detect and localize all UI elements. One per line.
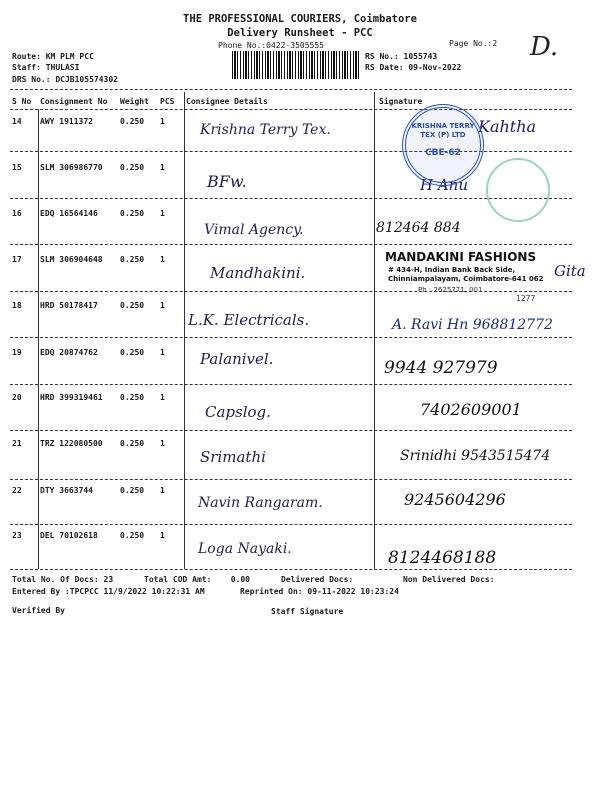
row-pcs: 1 bbox=[160, 301, 165, 310]
row-weight: 0.250 bbox=[120, 163, 145, 172]
col-pcs: PCS bbox=[160, 97, 175, 106]
row-pcs: 1 bbox=[160, 531, 165, 540]
row-sno: 18 bbox=[12, 301, 22, 310]
mandakini-stamp-name: MANDAKINI FASHIONS bbox=[385, 250, 537, 264]
row-consignee: Vimal Agency. bbox=[204, 222, 304, 238]
entered-by: Entered By :TPCPCC 11/9/2022 10:22:31 AM bbox=[12, 587, 205, 596]
row-consignee: Mandhakini. bbox=[210, 264, 306, 282]
row-weight: 0.250 bbox=[120, 348, 145, 357]
total-cod: Total COD Amt: 0.00 bbox=[144, 575, 250, 584]
row-consignment: SLM 306986770 bbox=[40, 163, 103, 172]
page-number: Page No.:2 bbox=[449, 39, 498, 48]
row-signature: Kahtha bbox=[478, 117, 537, 136]
row-weight: 0.250 bbox=[120, 531, 145, 540]
row-sno: 23 bbox=[12, 531, 22, 540]
row-weight: 0.250 bbox=[120, 209, 145, 218]
row-consignment: HRD 399319461 bbox=[40, 393, 103, 402]
document-title: Delivery Runsheet - PCC bbox=[227, 27, 373, 39]
row-signature: H Anu bbox=[420, 176, 469, 194]
row-signature: 8124468188 bbox=[388, 548, 497, 568]
row-sno: 17 bbox=[12, 255, 22, 264]
row-consignee: Loga Nayaki. bbox=[198, 541, 292, 557]
delivered-docs: Delivered Docs: bbox=[281, 575, 354, 584]
row-consignee: Palanivel. bbox=[200, 350, 274, 368]
staff-signature: Staff Signature bbox=[271, 607, 344, 616]
row-weight: 0.250 bbox=[120, 486, 145, 495]
col-consignment: Consignment No bbox=[40, 97, 108, 106]
row-consignee: Srimathi bbox=[200, 448, 266, 466]
rs-number: RS No.: 1055743 bbox=[365, 52, 438, 61]
row-sno: 15 bbox=[12, 163, 22, 172]
row-consignment: TRZ 122080500 bbox=[40, 439, 103, 448]
row-consignee: BFw. bbox=[207, 172, 247, 191]
row-pcs: 1 bbox=[160, 393, 165, 402]
row-consignee: Navin Rangaram. bbox=[198, 495, 323, 511]
row-pcs: 1 bbox=[160, 163, 165, 172]
col-consignee: Consignee Details bbox=[186, 97, 268, 106]
row-sno: 21 bbox=[12, 439, 22, 448]
row-pcs: 1 bbox=[160, 348, 165, 357]
mandakini-stamp-extra: 1277 bbox=[516, 294, 536, 303]
row-consignment: DTY 3663744 bbox=[40, 486, 93, 495]
row-pcs: 1 bbox=[160, 439, 165, 448]
rs-date: RS Date: 09-Nov-2022 bbox=[365, 63, 462, 72]
route: Route: KM PLM PCC bbox=[12, 52, 94, 61]
non-delivered-docs: Non Delivered Docs: bbox=[403, 575, 495, 584]
row-sno: 19 bbox=[12, 348, 22, 357]
row-consignment: AWY 1911372 bbox=[40, 117, 93, 126]
faint-round-stamp bbox=[486, 158, 550, 222]
row-weight: 0.250 bbox=[120, 439, 145, 448]
row-consignee: Krishna Terry Tex. bbox=[200, 122, 331, 138]
row-weight: 0.250 bbox=[120, 301, 145, 310]
row-sno: 22 bbox=[12, 486, 22, 495]
row-consignment: DEL 70102618 bbox=[40, 531, 98, 540]
row-signature: 9944 927979 bbox=[384, 358, 498, 378]
row-weight: 0.250 bbox=[120, 255, 145, 264]
row-sno: 14 bbox=[12, 117, 22, 126]
reprinted-on: Reprinted On: 09-11-2022 10:23:24 bbox=[240, 587, 399, 596]
row-signature: 812464 884 bbox=[376, 220, 461, 236]
row-pcs: 1 bbox=[160, 255, 165, 264]
row-pcs: 1 bbox=[160, 486, 165, 495]
row-consignment: EDQ 20874762 bbox=[40, 348, 98, 357]
col-weight: Weight bbox=[120, 97, 149, 106]
row-consignee: Capslog. bbox=[205, 403, 271, 421]
row-weight: 0.250 bbox=[120, 393, 145, 402]
row-signature: 7402609001 bbox=[420, 400, 522, 419]
staff: Staff: THULASI bbox=[12, 63, 80, 72]
phone-number: Phone No.:0422-3505555 bbox=[218, 41, 324, 50]
row-signature: 9245604296 bbox=[404, 490, 506, 509]
barcode bbox=[232, 51, 360, 79]
corner-mark: D. bbox=[530, 32, 559, 62]
mandakini-stamp-address: # 434-H, Indian Bank Back Side, Chinniampalayam, Coimbatore-641 062 bbox=[388, 266, 544, 283]
col-sno: S No bbox=[12, 97, 32, 106]
col-signature: Signature bbox=[379, 97, 423, 106]
total-docs: Total No. Of Docs: 23 bbox=[12, 575, 114, 584]
company-seal-stamp: KRISHNA TERRY TEX (P) LTD CBE-62 bbox=[402, 104, 484, 186]
row-sno: 16 bbox=[12, 209, 22, 218]
row-signature: Gita bbox=[554, 262, 586, 280]
row-pcs: 1 bbox=[160, 117, 165, 126]
company-name: THE PROFESSIONAL COURIERS, Coimbatore bbox=[183, 13, 417, 25]
row-consignment: EDQ 16564146 bbox=[40, 209, 98, 218]
row-sno: 20 bbox=[12, 393, 22, 402]
row-signature: A. Ravi Hn 968812772 bbox=[392, 317, 553, 333]
row-pcs: 1 bbox=[160, 209, 165, 218]
mandakini-stamp-phone: Ph : 2625771, 001 bbox=[418, 286, 483, 294]
row-consignment: SLM 306904648 bbox=[40, 255, 103, 264]
row-consignment: HRD 50178417 bbox=[40, 301, 98, 310]
drs-number: DRS No.: DCJB105574302 bbox=[12, 75, 118, 84]
row-consignee: L.K. Electricals. bbox=[188, 311, 310, 329]
row-weight: 0.250 bbox=[120, 117, 145, 126]
row-signature: Srinidhi 9543515474 bbox=[400, 448, 551, 464]
verified-by: Verified By bbox=[12, 606, 65, 615]
